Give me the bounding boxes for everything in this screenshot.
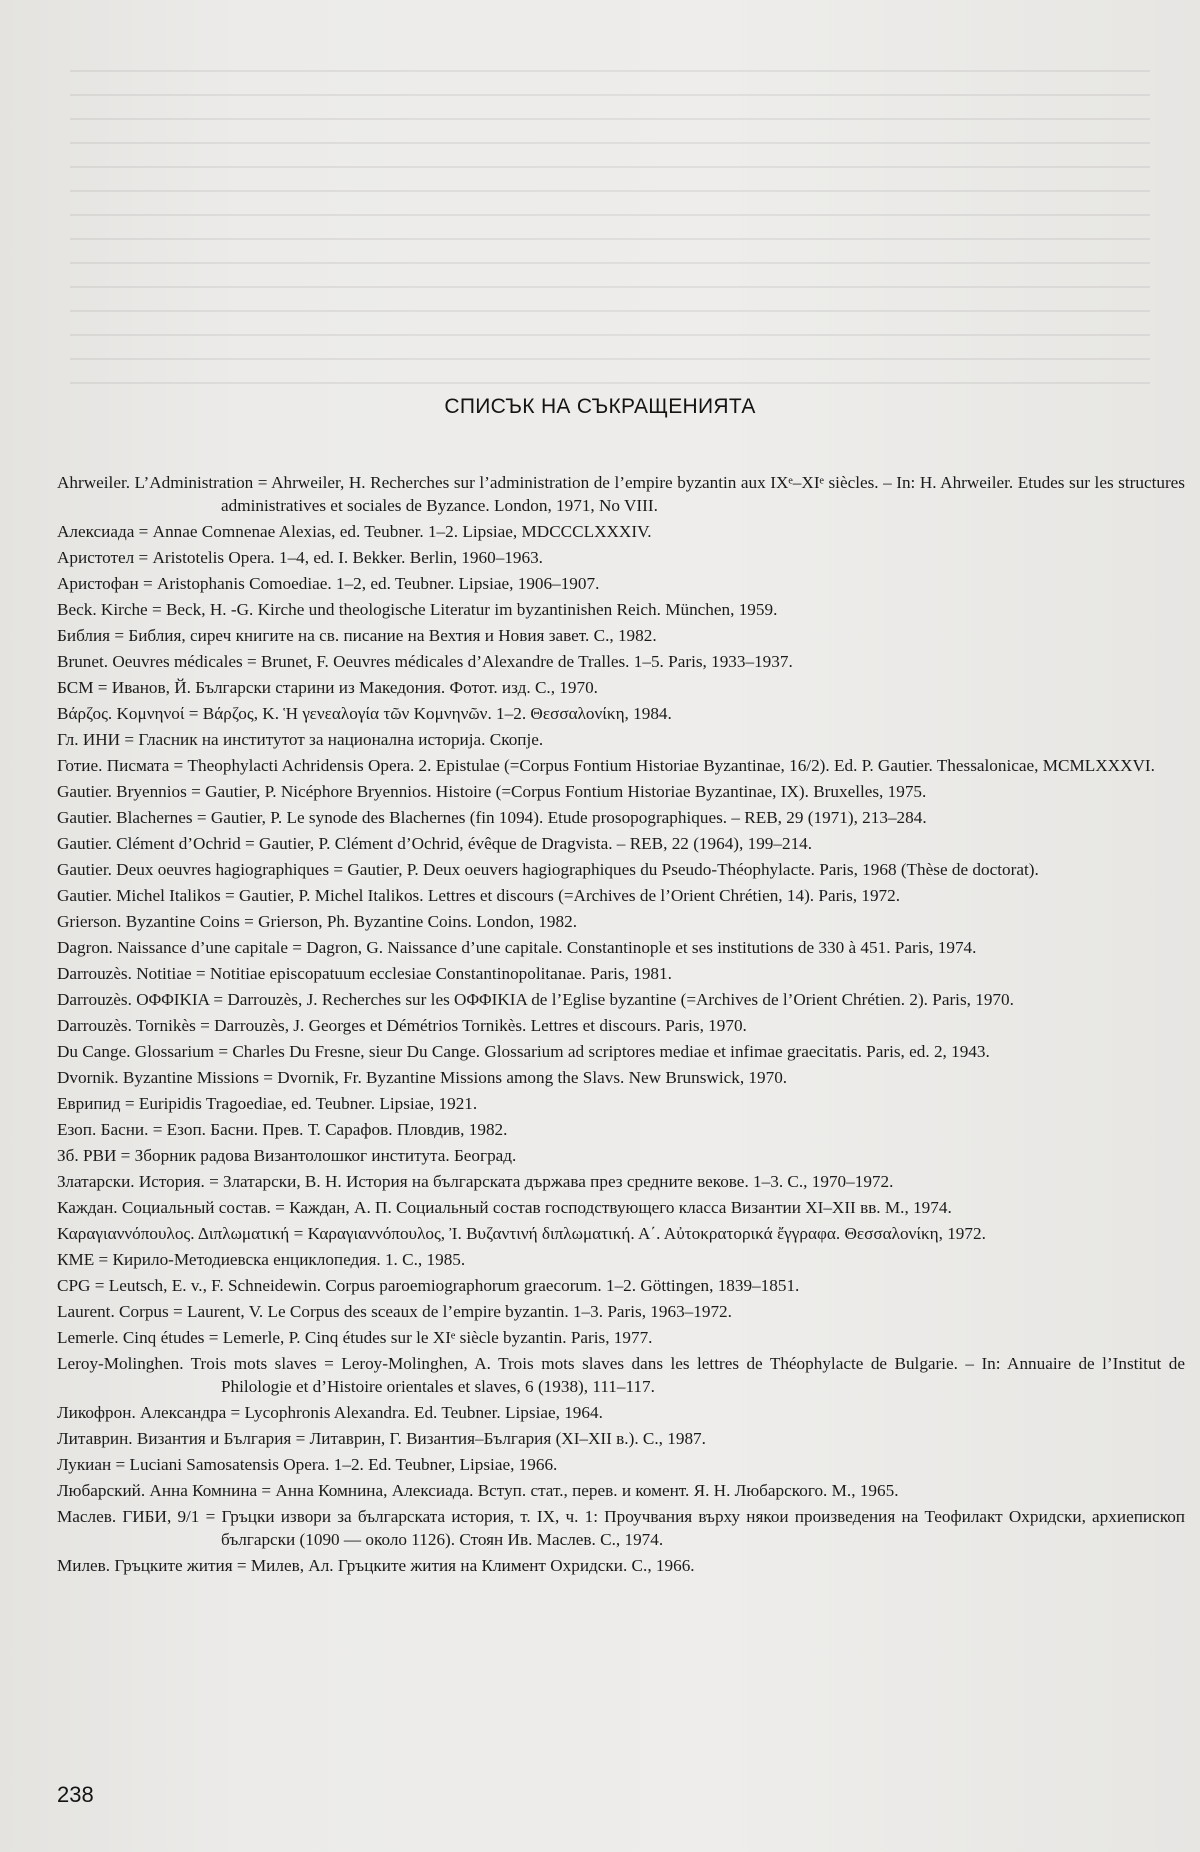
abbreviation-entry: Darrouzès. Tornikès = Darrouzès, J. Georges et Démétrios Tornikès. Lettres et discours. Paris, 1970. (57, 1016, 747, 1035)
abbreviation-entry: Gautier. Clément d’Ochrid = Gautier, P. Clément d’Ochrid, évêque de Dragvista. – REB, 22 (1964), 199–214. (57, 834, 813, 853)
abbreviation-entry: Еврипид = Euripidis Tragoediae, ed. Teubner. Lipsiae, 1921. (57, 1094, 478, 1113)
abbreviation-entry: Καραγιαννόπουλος. Διπλωματική = Καραγιαννόπουλος, Ἰ. Βυζαντινή διπλωματική. Α΄. Αὐτοκρατορικά ἔγγραφα. Θεσσαλονίκη, 1972. (57, 1224, 986, 1243)
abbreviation-entry: Ликофрон. Александра = Lycophronis Alexandra. Ed. Teubner. Lipsiae, 1964. (57, 1403, 603, 1422)
abbreviation-entry: Beck. Kirche = Beck, H. -G. Kirche und theologische Literatur im byzantinishen Reich. München, 1959. (57, 600, 778, 619)
abbreviation-entry: Lemerle. Cinq études = Lemerle, P. Cinq études sur le XIᵉ siècle byzantin. Paris, 1977. (57, 1328, 653, 1347)
abbreviation-entry: CPG = Leutsch, E. v., F. Schneidewin. Corpus paroemiographorum graecorum. 1–2. Göttingen, 1839–1851. (57, 1276, 800, 1295)
abbreviation-entry: Laurent. Corpus = Laurent, V. Le Corpus des sceaux de l’empire byzantin. 1–3. Paris, 1963–1972. (57, 1302, 732, 1321)
abbreviation-entry: Зб. РВИ = Зборник радова Византолошког института. Београд. (57, 1146, 517, 1165)
page-title: СПИСЪК НА СЪКРАЩЕНИЯТА (444, 395, 756, 418)
abbreviation-entry: КМЕ = Кирило-Методиевска енциклопедия. 1. С., 1985. (57, 1250, 466, 1269)
abbreviation-entry: Grierson. Byzantine Coins = Grierson, Ph. Byzantine Coins. London, 1982. (57, 912, 578, 931)
abbreviation-entry: Darrouzès. ΟΦΦΙΚΙΑ = Darrouzès, J. Recherches sur les ΟΦΦΙΚΙΑ de l’Eglise byzantine (=Archives de l’Orient Chrétien. 2). Paris, 1970. (57, 990, 1014, 1009)
abbreviation-entry: Гл. ИНИ = Гласник на институтот за национална историја. Скопје. (57, 730, 544, 749)
bleed-through-shadow (70, 70, 1150, 400)
abbreviation-entry: Du Cange. Glossarium = Charles Du Fresne, sieur Du Cange. Glossarium ad scriptores mediae et infimae graecitatis. Paris, ed. 2, 1943. (57, 1042, 990, 1061)
abbreviation-entry: Библия = Библия, сиреч книгите на св. писание на Вехтия и Новия завет. С., 1982. (57, 626, 657, 645)
abbreviation-entry: БСМ = Иванов, Й. Български старини из Македония. Фотот. изд. С., 1970. (57, 678, 598, 697)
abbreviation-entry: Каждан. Социальный состав. = Каждан, А. П. Социальный состав господствующего класса Византии XI–XII вв. М., 1974. (57, 1198, 952, 1217)
abbreviation-entry: Dagron. Naissance d’une capitale = Dagron, G. Naissance d’une capitale. Constantinople et ses institutions de 330 à 451. Paris, 1974. (57, 938, 977, 957)
abbreviation-entry: Алексиада = Annae Comnenae Alexias, ed. Teubner. 1–2. Lipsiae, MDCCCLXXXIV. (57, 522, 652, 541)
abbreviation-entry: Ahrweiler. L’Administration = Ahrweiler, H. Recherches sur l’administration de l’empire byzantin aux IXᵉ–XIᵉ siècles. – In: H. Ahrweiler. Etudes sur les structures administratives et sociales de Byzance. London, 1971, No VIII. (57, 473, 1185, 515)
abbreviation-entry: Darrouzès. Notitiae = Notitiae episcopatuum ecclesiae Constantinopolitanae. Paris, 1981. (57, 964, 672, 983)
abbreviation-entry: Аристотел = Aristotelis Opera. 1–4, ed. I. Bekker. Berlin, 1960–1963. (57, 548, 543, 567)
abbreviation-entry: Милев. Гръцките жития = Милев, Ал. Гръцките жития на Климент Охридски. С., 1966. (57, 1556, 695, 1575)
abbreviation-entry: Езоп. Басни. = Езоп. Басни. Прев. Т. Сарафов. Пловдив, 1982. (57, 1120, 508, 1139)
page-number: 238 (57, 1782, 94, 1807)
abbreviation-entry: Leroy-Molinghen. Trois mots slaves = Leroy-Molinghen, A. Trois mots slaves dans les lettres de Théophylacte de Bulgarie. – In: Annuaire de l’Institut de Philologie et d’Histoire orientales et slaves, 6 (1938), 111–117. (57, 1354, 1185, 1396)
abbreviation-entry: Gautier. Bryennios = Gautier, P. Nicéphore Bryennios. Histoire (=Corpus Fontium Historiae Byzantinae, IX). Bruxelles, 1975. (57, 782, 927, 801)
abbreviation-entry: Маслев. ГИБИ, 9/1 = Гръцки извори за българската история, т. IX, ч. 1: Проучвания върху някои произведения на Теофилакт Охридски, архиепископ български (1090 — около 1126). Стоян Ив. Маслев. С., 1974. (57, 1507, 1185, 1549)
abbreviation-entry: Brunet. Oeuvres médicales = Brunet, F. Oeuvres médicales d’Alexandre de Tralles. 1–5. Paris, 1933–1937. (57, 652, 793, 671)
abbreviation-entry: Gautier. Blachernes = Gautier, P. Le synode des Blachernes (fin 1094). Etude prosopographiques. – REB, 29 (1971), 213–284. (57, 808, 927, 827)
abbreviation-entry: Gautier. Michel Italikos = Gautier, P. Michel Italikos. Lettres et discours (=Archives de l’Orient Chrétien, 14). Paris, 1972. (57, 886, 901, 905)
abbreviation-list (57, 471, 1185, 1580)
abbreviation-entry: Βάρζος. Κομνηνοί = Βάρζος, Κ. Ἡ γενεαλογία τῶν Κομνηνῶν. 1–2. Θεσσαλονίκη, 1984. (57, 704, 672, 723)
abbreviation-entry: Литаврин. Византия и България = Литаврин, Г. Византия–България (XI–XII в.). С., 1987. (57, 1429, 706, 1448)
abbreviation-entry: Златарски. История. = Златарски, В. Н. История на българската държава през средните векове. 1–3. С., 1970–1972. (57, 1172, 894, 1191)
abbreviation-entry: Dvornik. Byzantine Missions = Dvornik, Fr. Byzantine Missions among the Slavs. New Brunswick, 1970. (57, 1068, 788, 1087)
abbreviation-entry: Лукиан = Luciani Samosatensis Opera. 1–2. Ed. Teubner, Lipsiae, 1966. (57, 1455, 558, 1474)
abbreviation-entry: Любарский. Анна Комнина = Анна Комнина, Алексиада. Вступ. стат., перев. и комент. Я. Н. Любарского. М., 1965. (57, 1481, 899, 1500)
abbreviation-entry: Gautier. Deux oeuvres hagiographiques = Gautier, P. Deux oeuvers hagiographiques du Pseudo-Théophylacte. Paris, 1968 (Thèse de doctorat). (57, 860, 1039, 879)
abbreviation-entry: Аристофан = Aristophanis Comoediae. 1–2, ed. Teubner. Lipsiae, 1906–1907. (57, 574, 600, 593)
abbreviation-entry: Готие. Писмата = Theophylacti Achridensis Opera. 2. Epistulae (=Corpus Fontium Historiae Byzantinae, 16/2). Ed. P. Gautier. Thessalonicae, MCMLXXXVI. (57, 756, 1155, 775)
